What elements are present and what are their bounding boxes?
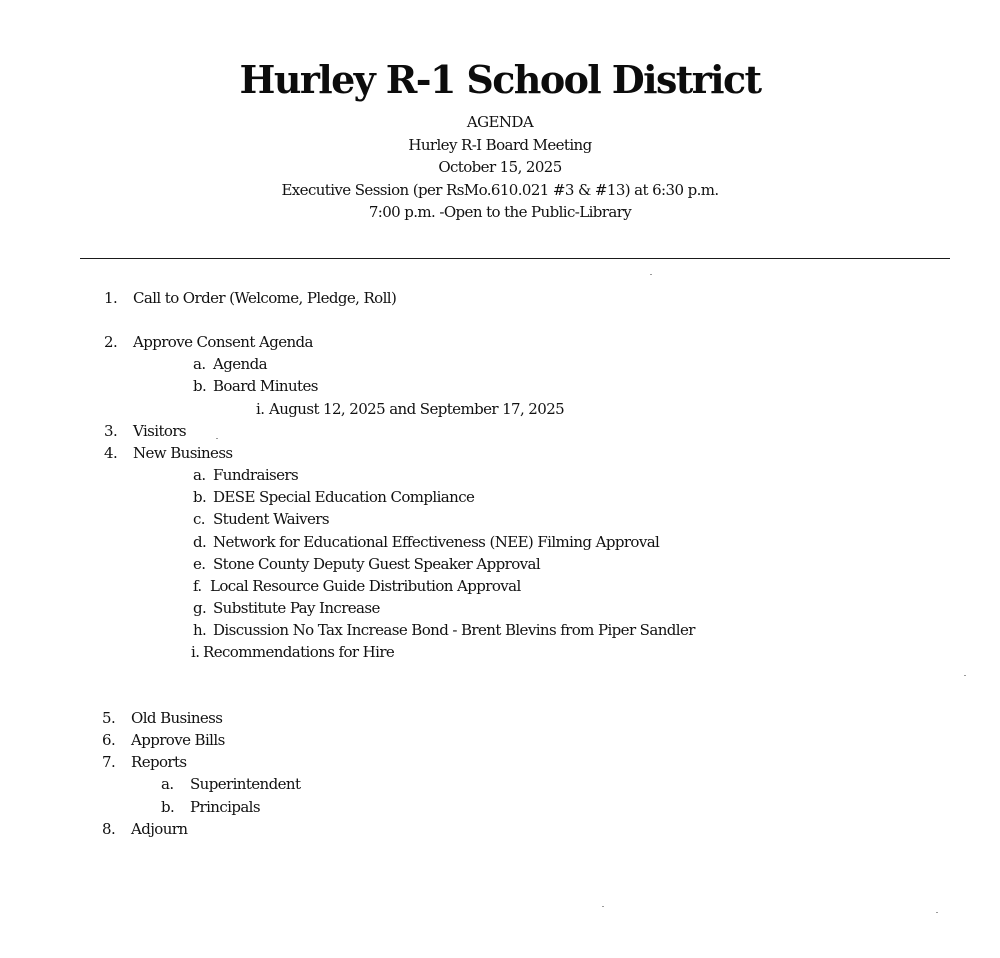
subitem-label: DESE Special Education Compliance: [213, 488, 475, 506]
item-number: 1.: [104, 289, 118, 307]
subitem-letter: g.: [193, 599, 207, 617]
subitem-label: Network for Educational Effectiveness (NEE) Filming Approval: [213, 533, 660, 551]
item-number: 6.: [102, 731, 116, 749]
subitem-letter: b.: [193, 488, 207, 506]
item-number: 7.: [102, 753, 116, 771]
agenda-item-6: [102, 729, 225, 751]
subitem-label: Agenda: [213, 355, 267, 373]
item-label: Approve Consent Agenda: [133, 333, 313, 351]
subitem-label: Superintendent: [190, 775, 301, 793]
header-divider: [80, 258, 950, 259]
agenda-subitem-4g: [193, 597, 380, 619]
subitem-label: Recommendations for Hire: [203, 643, 395, 661]
agenda-subitem-4a: [193, 464, 298, 486]
agenda-subitem-7a: [161, 773, 300, 795]
agenda-subitem-4e: [193, 553, 540, 575]
subitem-letter: f.: [193, 577, 202, 595]
item-number: 8.: [102, 820, 116, 838]
agenda-item-8: [102, 818, 187, 840]
agenda-item-5: [102, 707, 222, 729]
agenda-subitem-2b: [193, 375, 318, 397]
subitem-roman: i.: [256, 400, 265, 418]
agenda-subitem-7b: [161, 796, 260, 818]
agenda-subitem-2a: [193, 353, 267, 375]
agenda-item-7: [102, 751, 187, 773]
header-agenda-label: AGENDA: [466, 113, 534, 131]
subitem-label: Student Waivers: [213, 510, 329, 528]
subitem-letter: c.: [193, 510, 205, 528]
header-meeting-name: Hurley R-I Board Meeting: [408, 135, 592, 154]
item-label: Approve Bills: [131, 731, 225, 749]
subitem-label: Stone County Deputy Guest Speaker Approval: [213, 555, 541, 573]
agenda-subitem-4h: [193, 619, 695, 641]
item-label: Call to Order (Welcome, Pledge, Roll): [133, 289, 397, 307]
scan-speck: [964, 675, 966, 676]
scan-speck: [216, 438, 218, 439]
subitem-label: Substitute Pay Increase: [213, 599, 380, 617]
agenda-subitem-4i: [191, 641, 394, 663]
header-executive-session: Executive Session (per RsMo.610.021 #3 & #13) at 6:30 p.m.: [281, 180, 719, 199]
header-open-session: 7:00 p.m. -Open to the Public-Library: [368, 203, 632, 221]
subitem-letter: a.: [193, 466, 206, 484]
subitem-letter: b.: [161, 798, 175, 816]
subitem-letter: e.: [193, 555, 206, 573]
item-label: New Business: [133, 444, 233, 462]
item-label: Reports: [131, 753, 187, 771]
agenda-item-4: [104, 442, 233, 464]
agenda-item-3: [104, 420, 186, 442]
item-number: 5.: [102, 709, 116, 727]
item-number: 4.: [104, 444, 118, 462]
scan-speck: [602, 906, 604, 907]
agenda-subitem-4b: [193, 486, 474, 508]
meeting-header: [0, 111, 1000, 224]
subitem-label: Fundraisers: [213, 466, 299, 484]
subitem-label: Principals: [190, 798, 260, 816]
subitem-letter: a.: [161, 775, 174, 793]
agenda-subitem-4f: [193, 575, 521, 597]
agenda-item-1: [104, 287, 396, 309]
header-meeting-date: October 15, 2025: [438, 158, 562, 176]
subitem-letter: a.: [193, 355, 206, 373]
agenda-subitem-4c: [193, 508, 329, 530]
page-title: Hurley R-1 School District: [239, 57, 761, 102]
subitem-letter: d.: [193, 533, 207, 551]
item-number: 3.: [104, 422, 118, 440]
item-label: Old Business: [131, 709, 223, 727]
scan-speck: [936, 912, 938, 913]
item-label: Adjourn: [131, 820, 188, 838]
subitem-label: Local Resource Guide Distribution Approval: [210, 577, 521, 595]
agenda-item-2: [104, 331, 313, 353]
agenda-subitem-4d: [193, 531, 659, 553]
subitem-letter: b.: [193, 377, 207, 395]
scan-speck: [650, 274, 652, 275]
agenda-subitem-2b-i: [256, 398, 564, 420]
subitem-label: August 12, 2025 and September 17, 2025: [269, 400, 565, 418]
subitem-letter: h.: [193, 621, 207, 639]
subitem-label: Board Minutes: [213, 377, 318, 395]
item-label: Visitors: [133, 422, 186, 440]
subitem-label: Discussion No Tax Increase Bond - Brent Blevins from Piper Sandler: [213, 621, 695, 639]
item-number: 2.: [104, 333, 118, 351]
subitem-letter: i.: [191, 643, 200, 661]
